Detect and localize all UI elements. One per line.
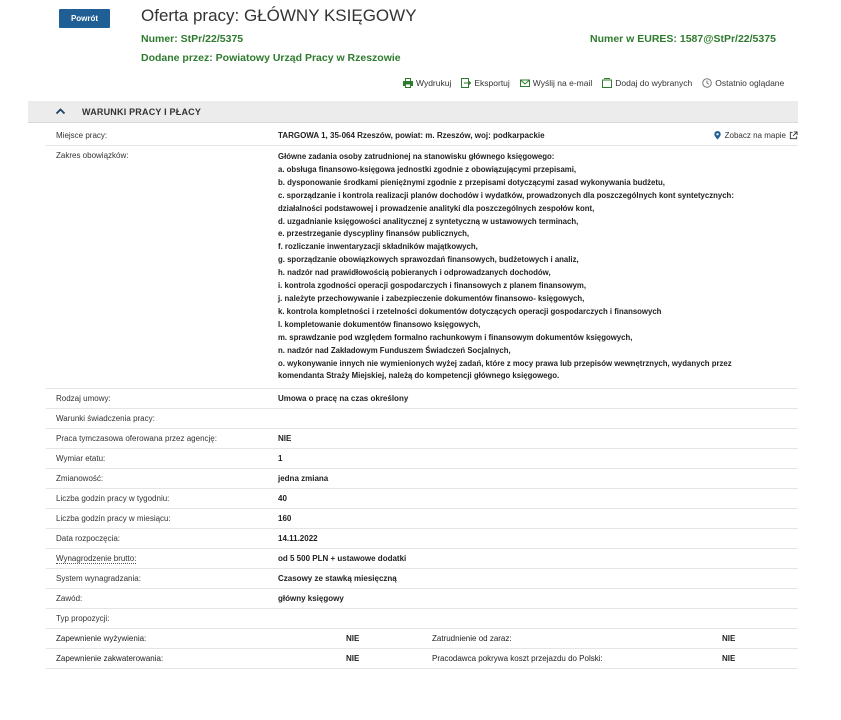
right-label: Zatrudnienie od zaraz: — [432, 634, 512, 644]
row-label — [46, 589, 278, 608]
table-row-split — [46, 629, 798, 649]
duty-line: działalności podstawowej i prowadzenie analityki dla poszczególnych zespołów kont, — [278, 203, 595, 213]
table-row — [46, 449, 798, 469]
right-value: NIE — [722, 654, 736, 664]
left-value: NIE — [346, 634, 360, 644]
place-label: Miejsce pracy: — [56, 131, 108, 140]
row-label — [46, 549, 278, 568]
printer-icon — [403, 78, 413, 88]
job-details-table — [46, 126, 798, 669]
table-row — [46, 509, 798, 529]
recently-viewed-label: Ostatnio oglądane — [715, 78, 785, 88]
row-label — [46, 469, 278, 488]
left-label: Zapewnienie zakwaterowania: — [56, 654, 164, 664]
duty-line: m. sprawdzanie pod względem formalno rachunkowym i finansowym dokumentów księgowych, — [278, 332, 633, 342]
row-label-text: Wymiar etatu: — [56, 454, 106, 464]
row-value: Umowa o pracę na czas określony — [278, 394, 409, 404]
right-cell — [422, 649, 798, 668]
table-row — [46, 389, 798, 409]
duty-line: c. sporządzanie i kontrola realizacji planów dochodów i wydatków, prowadzonych dla poszczególnych kont syntetycznych: — [278, 190, 734, 200]
duty-line: d. uzgadnianie księgowości analitycznej z syntetyczną w ustawowych terminach, — [278, 216, 579, 226]
row-label-text: Rodzaj umowy: — [56, 394, 111, 404]
right-value: NIE — [722, 634, 736, 644]
email-button[interactable] — [520, 78, 592, 88]
row-label — [46, 509, 278, 528]
place-value-cell — [278, 126, 798, 145]
row-value: jedna zmiana — [278, 474, 329, 484]
added-by: Dodane przez: Powiatowy Urząd Pracy w Rzeszowie — [141, 52, 401, 64]
row-label — [46, 609, 278, 628]
duty-line: Główne zadania osoby zatrudnionej na stanowisku głównego księgowego: — [278, 152, 555, 161]
row-value — [278, 609, 798, 628]
row-label-text: Praca tymczasowa oferowana przez agencję: — [56, 434, 217, 444]
clock-icon — [702, 78, 712, 88]
add-favorite-label: Dodaj do wybranych — [615, 78, 693, 88]
row-label — [46, 429, 278, 448]
row-label-text: Typ propozycji: — [56, 614, 110, 624]
left-cell — [46, 629, 422, 648]
row-label — [46, 529, 278, 548]
map-link[interactable] — [713, 131, 798, 140]
table-row — [46, 569, 798, 589]
row-label-text: Zawód: — [56, 594, 83, 604]
location-pin-icon — [713, 131, 722, 140]
row-label — [46, 449, 278, 468]
section-title: WARUNKI PRACY I PŁACY — [82, 106, 202, 117]
external-link-icon — [789, 131, 798, 140]
section-header-toggle[interactable] — [28, 101, 798, 123]
duties-label: Zakres obowiązków: — [56, 151, 129, 160]
table-row-place — [46, 126, 798, 146]
row-value: od 5 500 PLN + ustawowe dodatki — [278, 554, 407, 564]
add-favorite-button[interactable] — [602, 78, 692, 88]
row-label-text: Zmianowość: — [56, 474, 104, 484]
back-button[interactable]: Powrót — [59, 9, 110, 28]
print-button[interactable] — [403, 78, 451, 88]
row-value — [278, 409, 798, 428]
duty-line: g. sporządzanie obowiązkowych sprawozdań finansowych, budżetowych i analiz, — [278, 255, 579, 265]
duty-line: o. wykonywanie innych nie wymienionych wyżej zadań, które z mocy prawa lub przepisów wewnętrznych, wydanych przez — [278, 358, 732, 368]
export-icon — [461, 78, 471, 88]
duty-line: e. przestrzeganie dyscypliny finansów publicznych, — [278, 229, 470, 239]
table-row — [46, 489, 798, 509]
table-row — [46, 589, 798, 609]
table-row-split — [46, 649, 798, 669]
table-row — [46, 609, 798, 629]
left-value: NIE — [346, 654, 360, 664]
row-label-text: Warunki świadczenia pracy: — [56, 414, 155, 424]
duty-line: n. nadzór nad Zakładowym Funduszem Świadczeń Socjalnych, — [278, 345, 511, 355]
row-value: główny księgowy — [278, 594, 344, 604]
action-toolbar — [403, 78, 784, 88]
duty-line: a. obsługa finansowo-księgowa jednostki zgodnie z obowiązującymi przepisami, — [278, 164, 577, 174]
duty-line: i. kontrola zgodności operacji gospodarczych i finansowych z planem finansowym, — [278, 281, 587, 291]
left-cell — [46, 649, 422, 668]
duty-line: h. nadzór nad prawidłowością pobieranych i odprowadzanych dochodów, — [278, 268, 551, 278]
recently-viewed-button[interactable] — [702, 78, 784, 88]
mail-icon — [520, 78, 530, 88]
row-label — [46, 409, 278, 428]
duty-line: b. dysponowanie środkami pieniężnymi zgodnie z przepisami dotyczącymi zasad wykonywania budżetu, — [278, 177, 665, 187]
export-label: Eksportuj — [474, 78, 510, 88]
print-label: Wydrukuj — [416, 78, 452, 88]
row-value: 1 — [278, 454, 283, 464]
row-value: NIE — [278, 434, 292, 444]
row-value: 40 — [278, 494, 287, 504]
bookmark-icon — [602, 78, 612, 88]
duty-line: komendanta Straży Miejskiej, należą do kompetencji głównego księgowego. — [278, 371, 560, 381]
row-value: Czasowy ze stawką miesięczną — [278, 574, 397, 584]
chevron-up-icon — [55, 106, 66, 117]
row-label-text: Wynagrodzenie brutto: — [56, 554, 137, 564]
offer-number: Numer: StPr/22/5375 — [141, 33, 244, 45]
page-title: Oferta pracy: GŁÓWNY KSIĘGOWY — [141, 6, 417, 25]
row-value: 160 — [278, 514, 292, 524]
place-value: TARGOWA 1, 35-064 Rzeszów, powiat: m. Rzeszów, woj: podkarpackie — [278, 131, 545, 140]
row-label — [46, 389, 278, 408]
right-cell — [422, 629, 798, 648]
table-row — [46, 409, 798, 429]
row-label — [46, 489, 278, 508]
export-button[interactable] — [461, 78, 509, 88]
row-label-text: Data rozpoczęcia: — [56, 534, 121, 544]
table-row — [46, 429, 798, 449]
left-label: Zapewnienie wyżywienia: — [56, 634, 147, 644]
duty-line: j. należyte przechowywanie i zabezpieczenie dokumentów finansowo- księgowych, — [278, 293, 585, 303]
table-row-duties — [46, 146, 798, 389]
duty-line: l. kompletowanie dokumentów finansowo księgowych, — [278, 319, 481, 329]
email-label: Wyślij na e-mail — [532, 78, 593, 88]
row-label-text: Liczba godzin pracy w tygodniu: — [56, 494, 170, 504]
duty-line: k. kontrola kompletności i rzetelności dokumentów dotyczących operacji gospodarczych i finansowych — [278, 306, 662, 316]
table-row — [46, 549, 798, 569]
right-label: Pracodawca pokrywa koszt przejazdu do Polski: — [432, 654, 603, 664]
table-row — [46, 469, 798, 489]
duty-line: f. rozliczanie inwentaryzacji składników majątkowych, — [278, 242, 478, 252]
map-link-label: Zobacz na mapie — [724, 131, 786, 140]
row-label-text: Liczba godzin pracy w miesiącu: — [56, 514, 171, 524]
row-label — [46, 569, 278, 588]
duties-list — [278, 146, 798, 388]
eures-number: Numer w EURES: 1587@StPr/22/5375 — [590, 33, 776, 45]
row-label-text: System wynagradzania: — [56, 574, 141, 584]
row-value: 14.11.2022 — [278, 534, 318, 544]
table-row — [46, 529, 798, 549]
